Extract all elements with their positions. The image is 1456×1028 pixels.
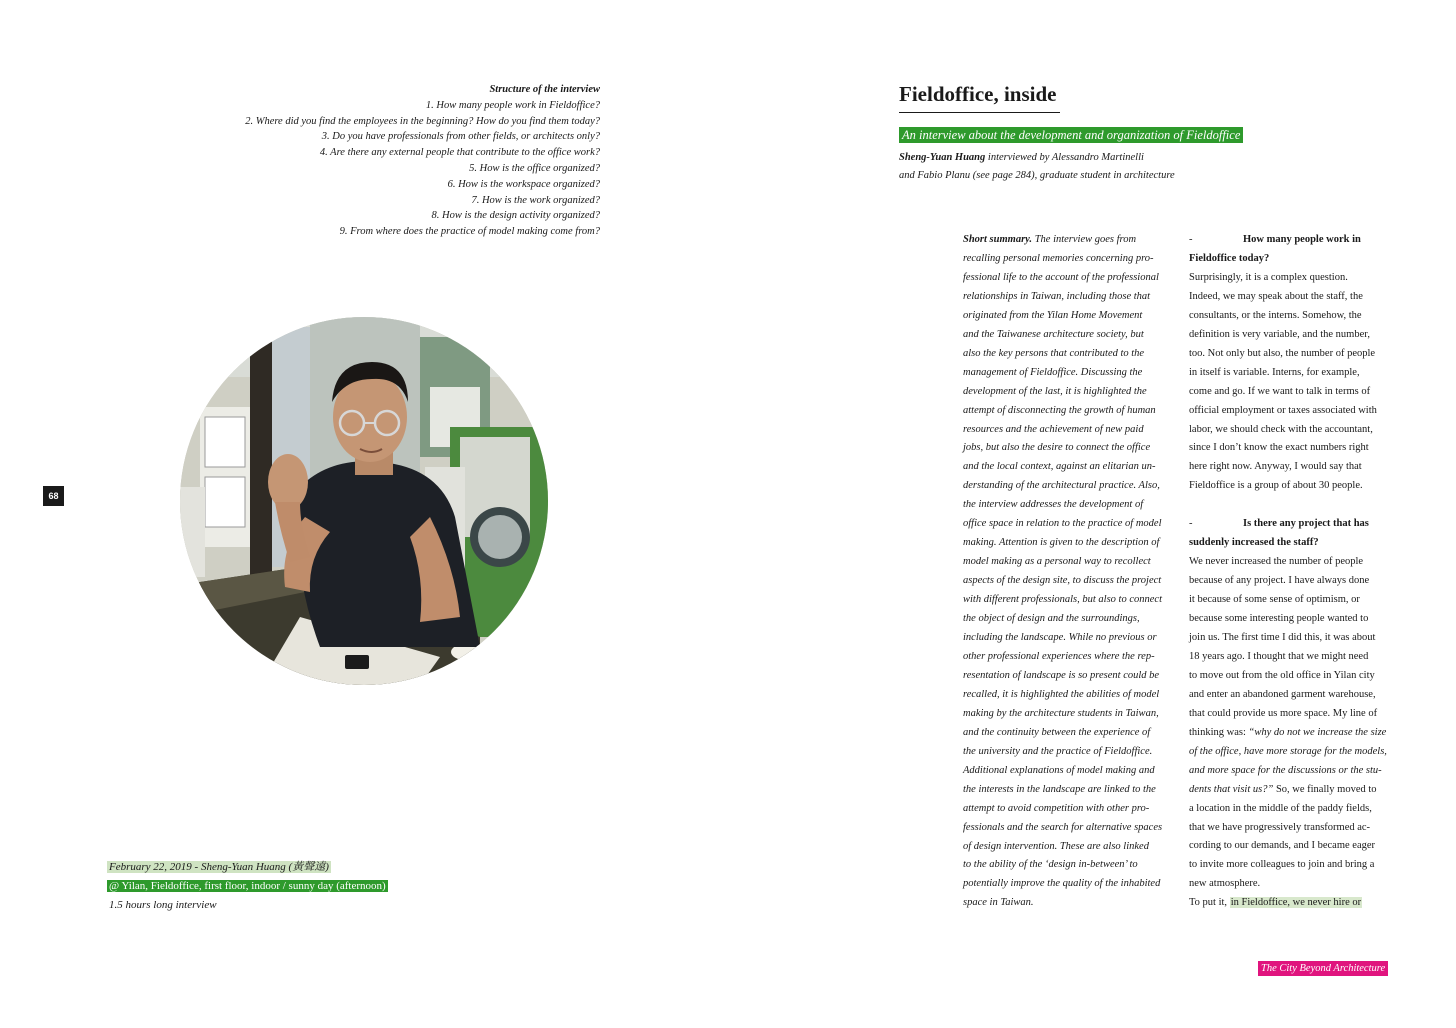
answer-quote-line: of the office, have more storage for the models, (1189, 745, 1387, 757)
article-subtitle: An interview about the development and organization of Fieldoffice (899, 127, 1243, 143)
summary-line: resentation of landscape is so present could be (963, 669, 1160, 681)
structure-item: 5. How is the office organized? (469, 162, 600, 174)
answer-line: join us. The first time I did this, it was about (1189, 632, 1376, 643)
summary-line: aspects of the design site, to discuss the project (963, 575, 1162, 587)
answer-line: to move out from the old office in Yilan city (1189, 669, 1375, 681)
question-2 (1189, 515, 1394, 534)
answer-line: come and go. If we want to talk in terms of (1189, 385, 1371, 397)
structure-item: 9. From where does the practice of model making come from? (339, 226, 600, 238)
question-1-line-1: How many people work in (1243, 234, 1361, 245)
structure-item: 8. How is the design activity organized? (431, 210, 600, 222)
answer-line: because some interesting people wanted to (1189, 613, 1369, 625)
answer-line: We never increased the number of people (1189, 556, 1364, 568)
summary-line: space in Taiwan. (963, 897, 1034, 909)
summary-line: attempt of disconnecting the growth of human (963, 404, 1156, 416)
summary-line: relationships in Taiwan, including those that (963, 290, 1151, 302)
structure-title: Structure of the interview (489, 84, 600, 95)
caption-place: @ Yilan, Fieldoffice, first floor, indoor / sunny day (afternoon) (109, 880, 386, 892)
interview-text (1189, 231, 1394, 913)
last-pre: To put it, (1189, 897, 1230, 909)
answer-line: that we have progressively transformed ac- (1189, 821, 1371, 833)
answer-line: Surprisingly, it is a complex question. (1189, 271, 1348, 283)
credits-line-2: and Fabio Planu (see page 284), graduate student in architecture (899, 170, 1175, 181)
interview-structure (150, 82, 600, 240)
summary-line: office space in relation to the practice of model (963, 518, 1162, 530)
interviewee-name: Sheng-Yuan Huang (899, 152, 986, 163)
structure-item: 6. How is the workspace organized? (447, 178, 600, 190)
summary-line: also the key persons that contributed to the (963, 347, 1145, 359)
summary-line: to the ability of the ‘design in-between’ to (963, 859, 1138, 871)
summary-line: recalling personal memories concerning pro- (963, 252, 1154, 264)
footer-label: The City Beyond Architecture (1258, 961, 1388, 976)
question-dash: - (1189, 518, 1193, 530)
summary-line: recalled, it is highlighted the abilities of model (963, 688, 1160, 700)
article-credits (899, 149, 1175, 185)
summary-line: resources and the achievement of new paid (963, 423, 1144, 435)
caption-duration: 1.5 hours long interview (109, 899, 217, 911)
quote-pre: thinking was: (1189, 726, 1249, 738)
question-1-line-2: Fieldoffice today? (1189, 252, 1270, 264)
structure-item: 4. Are there any external people that contribute to the office work? (319, 147, 600, 159)
summary-line: development of the last, it is highlighted the (963, 385, 1147, 397)
quote-end: dents that visit us?” (1189, 783, 1274, 795)
summary-line: including the landscape. While no previous or (963, 632, 1157, 644)
summary-line: the interview addresses the development of (963, 499, 1144, 511)
answer-line: Fieldoffice is a group of about 30 people. (1189, 480, 1363, 492)
summary-line: derstanding of the architectural practice. Also, (963, 480, 1160, 492)
answer-line: labor, we should check with the accountant, (1189, 423, 1373, 435)
answer-line: consultants, or the interns. Somehow, the (1189, 309, 1362, 321)
interviewee-photo (180, 317, 548, 685)
question-dash: - (1189, 234, 1193, 245)
summary-line: the interests in the landscape are linked to the (963, 783, 1156, 795)
summary-line: the object of design and the surroundings, (963, 613, 1140, 625)
answer-line: new atmosphere. (1189, 878, 1261, 890)
answer-line: because of any project. I have always done (1189, 575, 1370, 587)
structure-item: 7. How is the work organized? (471, 194, 600, 206)
answer-line: and enter an abandoned garment warehouse, (1189, 688, 1376, 700)
question-2-line-2: suddenly increased the staff? (1189, 537, 1319, 549)
answer-line: official employment or taxes associated with (1189, 404, 1377, 416)
structure-item: 1. How many people work in Fieldoffice? (425, 99, 600, 111)
answer-line: it because of some sense of optimism, or (1189, 594, 1360, 606)
answer-line: Indeed, we may speak about the staff, the (1189, 290, 1363, 302)
credits-rest: interviewed by Alessandro Martinelli (985, 152, 1144, 163)
question-2-line-1: Is there any project that has (1243, 518, 1369, 530)
summary-line: of design intervention. These are also linked (963, 840, 1149, 852)
answer-line: cording to our demands, and I became eager (1189, 840, 1376, 852)
question-1 (1189, 231, 1394, 250)
summary-first-line: The interview goes from (1032, 234, 1137, 245)
summary-line: and the local context, against an elitarian un- (963, 461, 1156, 473)
summary-line: fessionals and the search for alternative spaces (963, 821, 1163, 833)
answer-line: in itself is variable. Interns, for example, (1189, 366, 1360, 378)
summary-line: with different professionals, but also to connect (963, 594, 1163, 606)
summary-line: making by the architecture students in Taiwan, (963, 707, 1159, 719)
summary-line: fessional life to the account of the professional (963, 271, 1159, 283)
answer-quote-end (1189, 781, 1394, 800)
summary-line: making. Attention is given to the description of (963, 537, 1160, 549)
paragraph-gap (1189, 496, 1394, 515)
highlighted-text: in Fieldoffice, we never hire or (1230, 897, 1362, 909)
structure-item: 3. Do you have professionals from other fields, or architects only? (321, 131, 600, 143)
summary-line: Additional explanations of model making and (963, 764, 1155, 776)
summary-line: management of Fieldoffice. Discussing the (963, 366, 1143, 378)
summary-line: and the continuity between the experience of (963, 726, 1151, 738)
structure-item: 2. Where did you find the employees in the beginning? How do you find them today? (245, 115, 600, 127)
summary-line: potentially improve the quality of the inhabited (963, 878, 1161, 890)
summary-lead: Short summary. (963, 234, 1033, 245)
answer-quote-start (1189, 724, 1394, 743)
summary-line: attempt to avoid competition with other pro- (963, 802, 1150, 814)
short-summary (963, 231, 1168, 913)
summary-line: and the Taiwanese architecture society, but (963, 328, 1144, 340)
answer-line: that could provide us more space. My line of (1189, 707, 1378, 719)
summary-line: the university and the practice of Fieldoffice. (963, 745, 1153, 757)
photo-caption (107, 858, 388, 915)
summary-line: jobs, but also the desire to connect the office (963, 442, 1151, 454)
title-underline (899, 112, 1060, 113)
answer-line: to invite more colleagues to join and bring a (1189, 859, 1375, 871)
quote-post: So, we finally moved to (1273, 783, 1377, 795)
answer-last-line (1189, 894, 1394, 913)
summary-line: originated from the Yilan Home Movement (963, 309, 1143, 321)
page-number: 68 (43, 486, 64, 506)
caption-date: February 22, 2019 - Sheng-Yuan Huang (黃聲遠) (109, 861, 329, 873)
answer-quote-line: and more space for the discussions or the stu- (1189, 764, 1382, 776)
summary-line: model making as a personal way to recollect (963, 556, 1151, 568)
answer-line: 18 years ago. I thought that we might need (1189, 650, 1369, 662)
answer-line: here right now. Anyway, I would say that (1189, 461, 1362, 473)
article-title: Fieldoffice, inside (899, 82, 1057, 106)
answer-line: a location in the middle of the paddy fields, (1189, 802, 1372, 814)
answer-line: since I don’t know the exact numbers right (1189, 442, 1369, 454)
portrait-illustration (180, 317, 548, 685)
summary-line: other professional experiences where the rep- (963, 650, 1155, 662)
quote-text: “why do not we increase the size (1248, 726, 1387, 738)
answer-line: too. Not only but also, the number of people (1189, 347, 1376, 359)
answer-line: definition is very variable, and the number, (1189, 328, 1370, 340)
